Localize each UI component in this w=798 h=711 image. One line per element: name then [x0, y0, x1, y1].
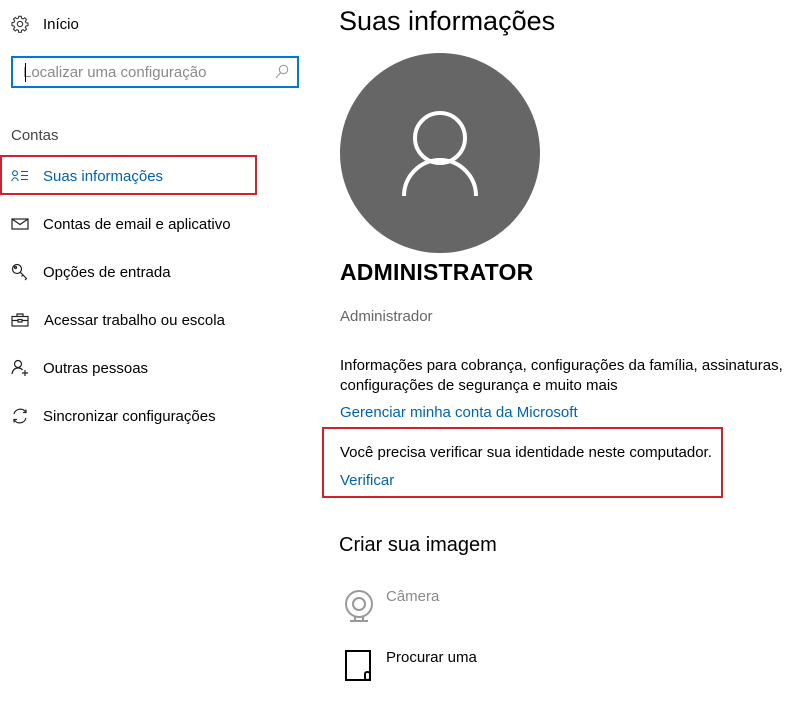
home-nav-item[interactable]	[0, 4, 300, 44]
sidebar-item-label: Sincronizar configurações	[43, 407, 216, 425]
verify-link[interactable]: Verificar	[340, 472, 395, 489]
sidebar-item-label: Outras pessoas	[43, 359, 149, 377]
sidebar-item-sign-in-options[interactable]	[0, 252, 300, 292]
search-box[interactable]	[11, 56, 299, 88]
briefcase-icon	[10, 310, 30, 330]
home-label: Início	[43, 15, 79, 33]
browse-file-icon	[345, 650, 373, 682]
section-title: Contas	[11, 127, 59, 144]
sidebar-item-your-info[interactable]	[0, 156, 300, 196]
create-image-title: Criar sua imagem	[339, 534, 497, 556]
sync-icon	[10, 406, 30, 426]
camera-label: Câmera	[386, 588, 440, 605]
sidebar-item-label: Suas informações	[43, 167, 164, 185]
avatar	[340, 53, 540, 253]
user-avatar-icon	[340, 53, 540, 253]
text-cursor	[25, 63, 26, 82]
person-add-icon	[10, 358, 30, 378]
webcam-icon	[342, 589, 376, 623]
account-info-line-2: configurações de segurança e muito mais	[340, 377, 618, 394]
camera-option	[340, 585, 540, 625]
page-title: Suas informações	[339, 6, 556, 36]
search-input[interactable]	[13, 58, 273, 86]
account-info-line-1: Informações para cobrança, configurações da família, assinaturas,	[340, 357, 783, 374]
sidebar-item-work-school[interactable]	[0, 300, 300, 340]
account-info-text	[340, 356, 783, 396]
sidebar-item-other-people[interactable]	[0, 348, 300, 388]
user-name: ADMINISTRATOR	[340, 259, 534, 285]
sidebar-item-label: Acessar trabalho ou escola	[44, 311, 225, 329]
key-icon	[10, 262, 30, 282]
sidebar-item-sync-settings[interactable]	[0, 396, 300, 436]
sidebar-item-label: Contas de email e aplicativo	[43, 215, 231, 233]
verify-message: Você precisa verificar sua identidade neste computador.	[340, 444, 712, 461]
browse-label: Procurar uma	[386, 649, 477, 666]
account-type: Administrador	[340, 308, 433, 325]
gear-icon	[10, 14, 30, 34]
person-list-icon	[10, 166, 30, 186]
mail-icon	[10, 214, 30, 234]
sidebar-item-email-accounts[interactable]	[0, 204, 300, 244]
sidebar-item-label: Opções de entrada	[43, 263, 171, 281]
manage-microsoft-account-link[interactable]: Gerenciar minha conta da Microsoft	[340, 404, 578, 421]
browse-option[interactable]	[340, 645, 540, 685]
search-icon[interactable]	[275, 64, 289, 85]
